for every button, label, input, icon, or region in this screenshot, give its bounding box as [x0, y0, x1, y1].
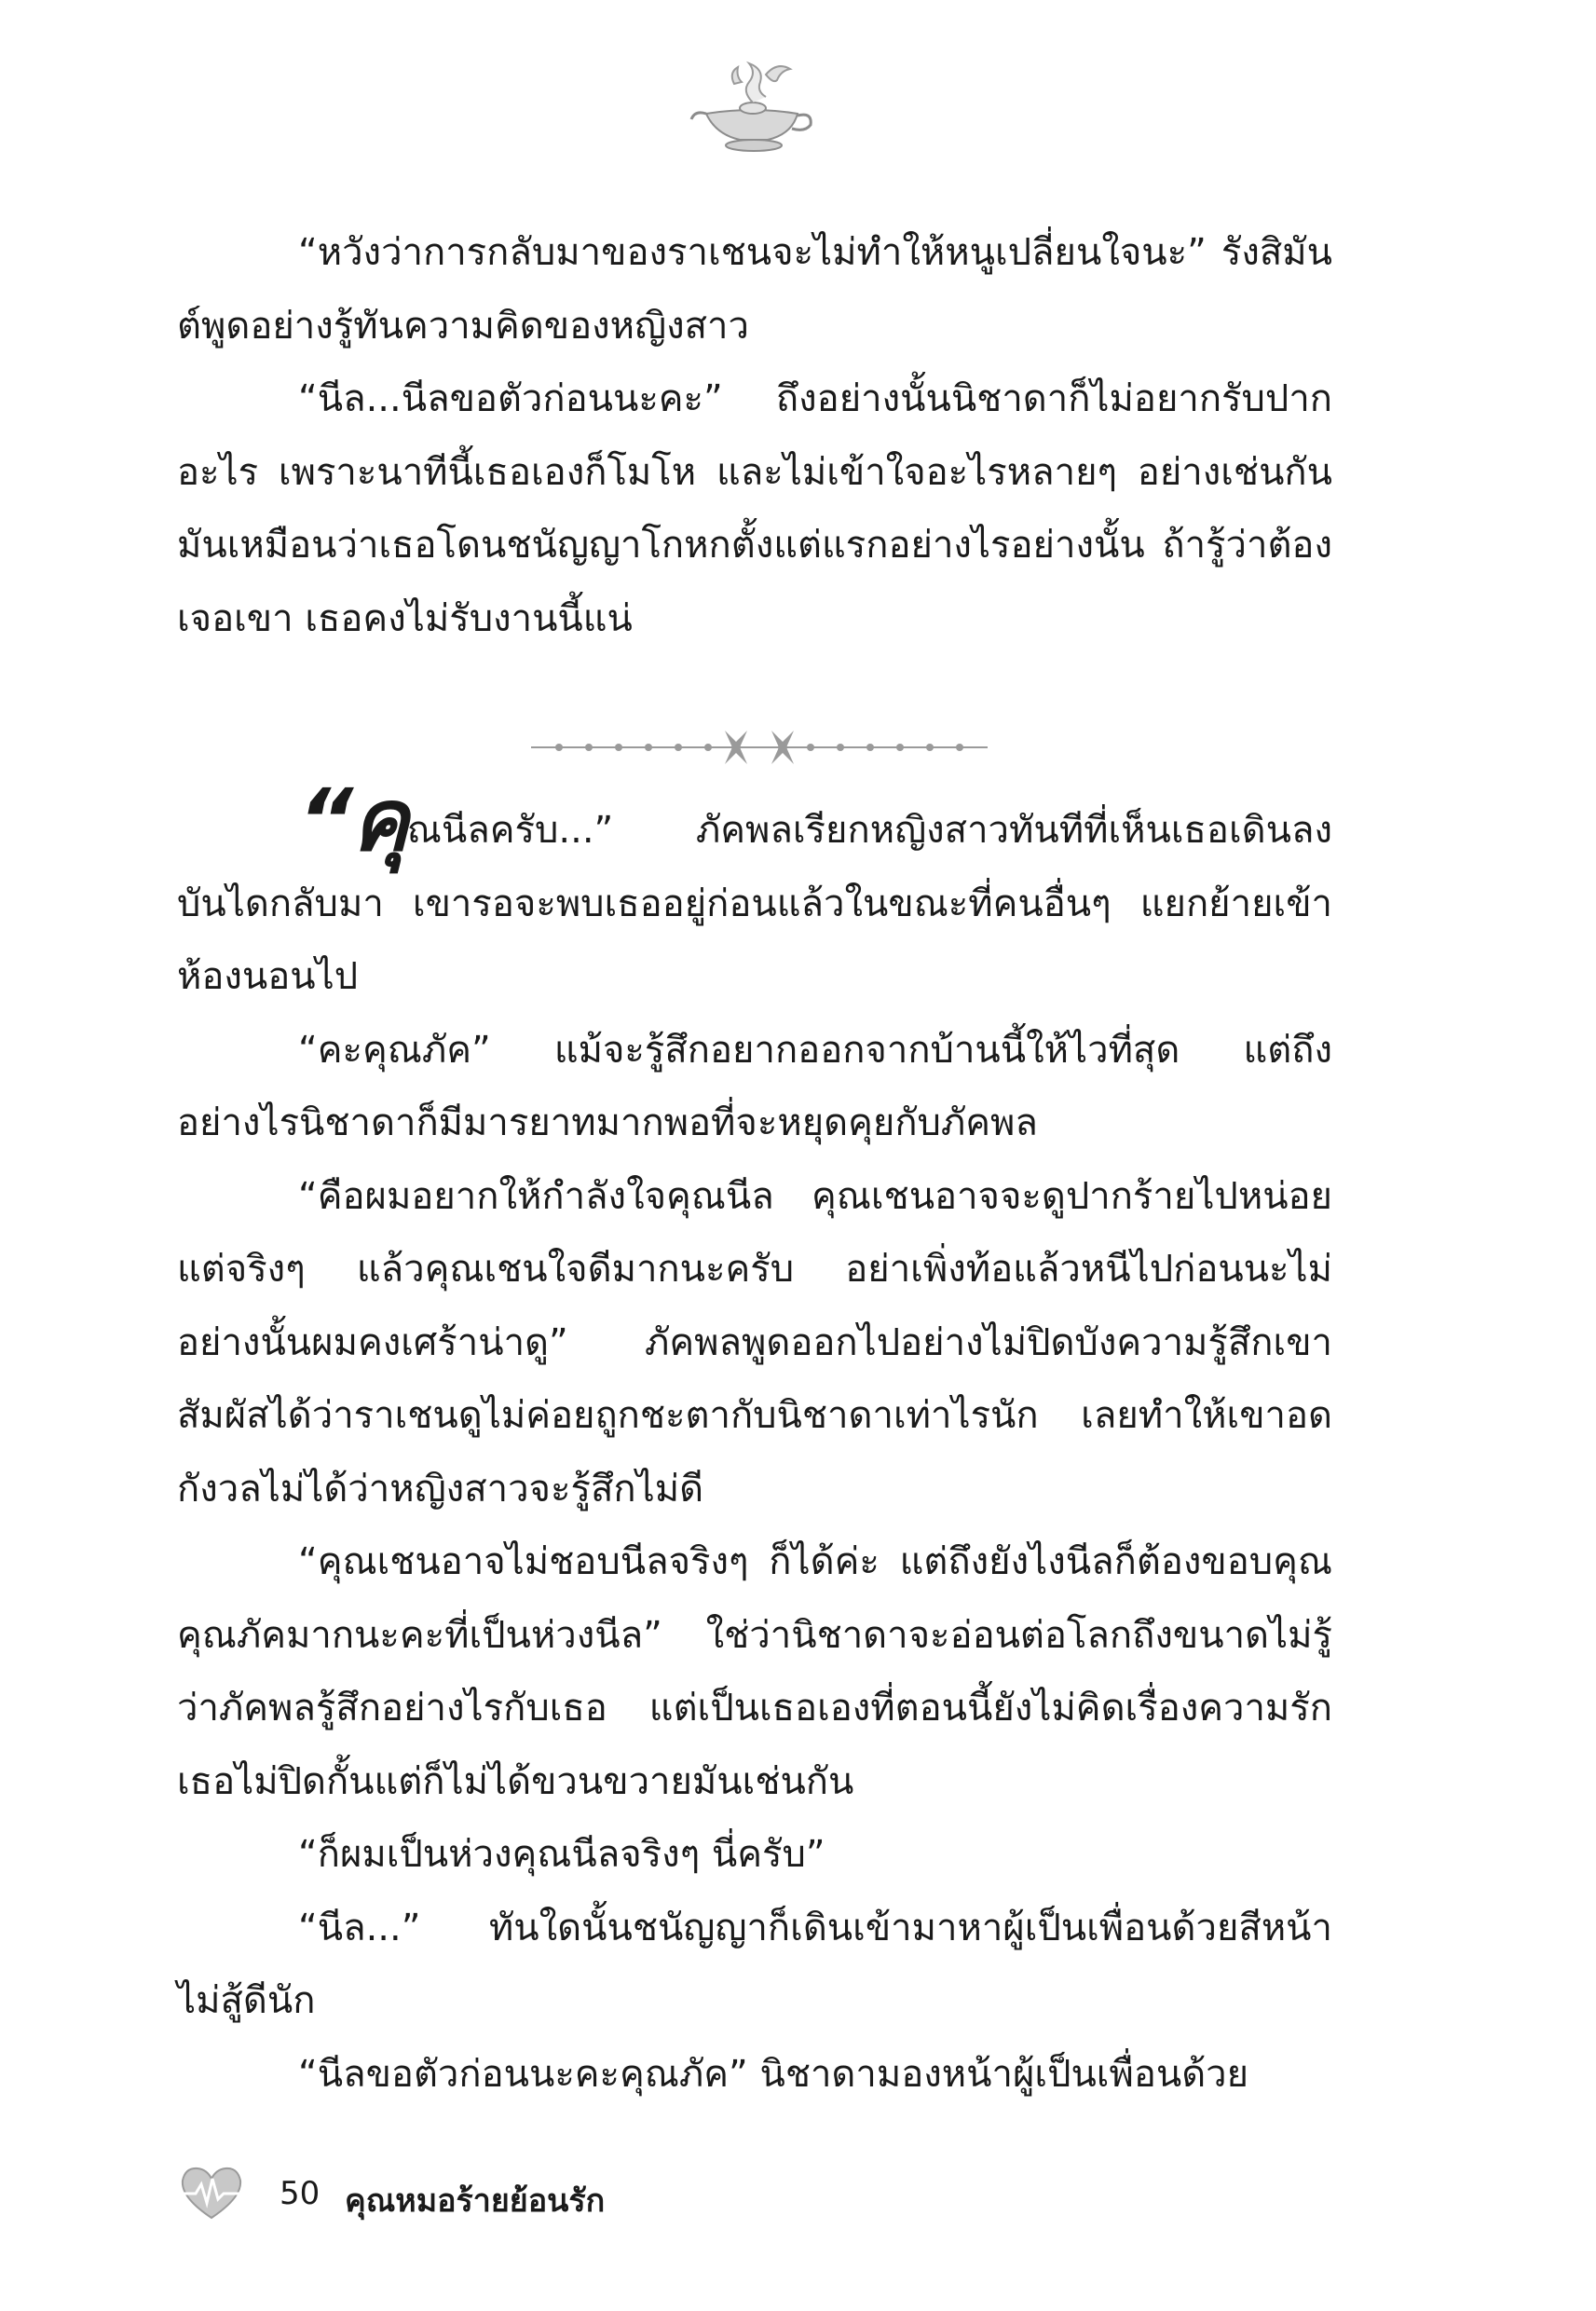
ornamental-divider-icon	[531, 725, 988, 770]
heartbeat-heart-icon	[177, 2166, 246, 2222]
chapter-opening-paragraph	[177, 771, 1332, 1014]
book-title: คุณหมอร้ายย้อนรัก	[345, 2182, 606, 2220]
paragraph: “คุณเชนอาจไม่ชอบนีลจริงๆ ก็ได้ค่ะ แต่ถึงยังไงนีลก็ต้องขอบคุณคุณภัคมากนะคะที่เป็นห่วงนีล” ใช่ว่านิชาดาจะอ่อนต่อโลกถึงขนาดไม่รู้ว่าภัคพลรู้สึกอย่างไรกับเธอ แต่เป็นเธอเองที่ตอนนี้ยังไม่คิดเรื่องความรัก เธอไม่ปิดกั้นแต่ก็ไม่ได้ขวนขวายมันเช่นกัน	[177, 1540, 1332, 1803]
page-footer	[177, 2166, 1016, 2222]
paragraph: “หวังว่าการกลับมาของราเชนจะไม่ทำให้หนูเปลี่ยนใจนะ” รังสิมันต์พูดอย่างรู้ทันความคิดของหญิงสาว	[177, 231, 1332, 348]
story-text-top	[177, 216, 1332, 655]
paragraph: “นีลขอตัวก่อนนะคะคุณภัค” นิชาดามองหน้าผู้เป็นเพื่อนด้วย	[298, 2052, 1249, 2096]
paragraph: “คะคุณภัค” แม้จะรู้สึกอยากออกจากบ้านนี้ให้ไวที่สุด แต่ถึงอย่างไรนิชาดาก็มีมารยาทมากพอที่จะหยุดคุยกับภัคพล	[177, 1028, 1332, 1144]
paragraph: “ก็ผมเป็นห่วงคุณนีลจริงๆ นี่ครับ”	[298, 1833, 825, 1876]
paragraph: “นีล...นีลขอตัวก่อนนะคะ” ถึงอย่างนั้นนิชาดาก็ไม่อยากรับปากอะไร เพราะนาทีนี้เธอเองก็โมโห และไม่เข้าใจอะไรหลายๆ อย่างเช่นกันมันเหมือนว่าเธอโดนชนัญญาโกหกตั้งแต่แรกอย่างไรอย่างนั้น ถ้ารู้ว่าต้องเจอเขา เธอคงไม่รับงานนี้แน่	[177, 377, 1332, 640]
drop-cap: “คุ	[298, 771, 407, 870]
story-text-bottom	[177, 771, 1332, 2111]
paragraph-text: ณนีลครับ...” ภัคพลเรียกหญิงสาวทันทีที่เห็นเธอเดินลงบันไดกลับมา เขารอจะพบเธออยู่ก่อนแล้วในขณะที่คนอื่นๆ แยกย้ายเข้าห้องนอนไป	[177, 809, 1332, 998]
paragraph: “คือผมอยากให้กำลังใจคุณนีล คุณเชนอาจจะดูปากร้ายไปหน่อยแต่จริงๆ แล้วคุณเชนใจดีมากนะครับ อย่าเพิ่งท้อแล้วหนีไปก่อนนะไม่อย่างนั้นผมคงเศร้าน่าดู” ภัคพลพูดออกไปอย่างไม่ปิดบังความรู้สึกเขาสัมผัสได้ว่าราเชนดูไม่ค่อยถูกชะตากับนิชาดาเท่าไรนัก เลยทำให้เขาอดกังวลไม่ได้ว่าหญิงสาวจะรู้สึกไม่ดี	[177, 1174, 1332, 1511]
genie-lamp-icon	[688, 56, 818, 158]
page-number: 50	[280, 2175, 321, 2212]
paragraph: “นีล...” ทันใดนั้นชนัญญาก็เดินเข้ามาหาผู้เป็นเพื่อนด้วยสีหน้าไม่สู้ดีนัก	[177, 1906, 1332, 2022]
